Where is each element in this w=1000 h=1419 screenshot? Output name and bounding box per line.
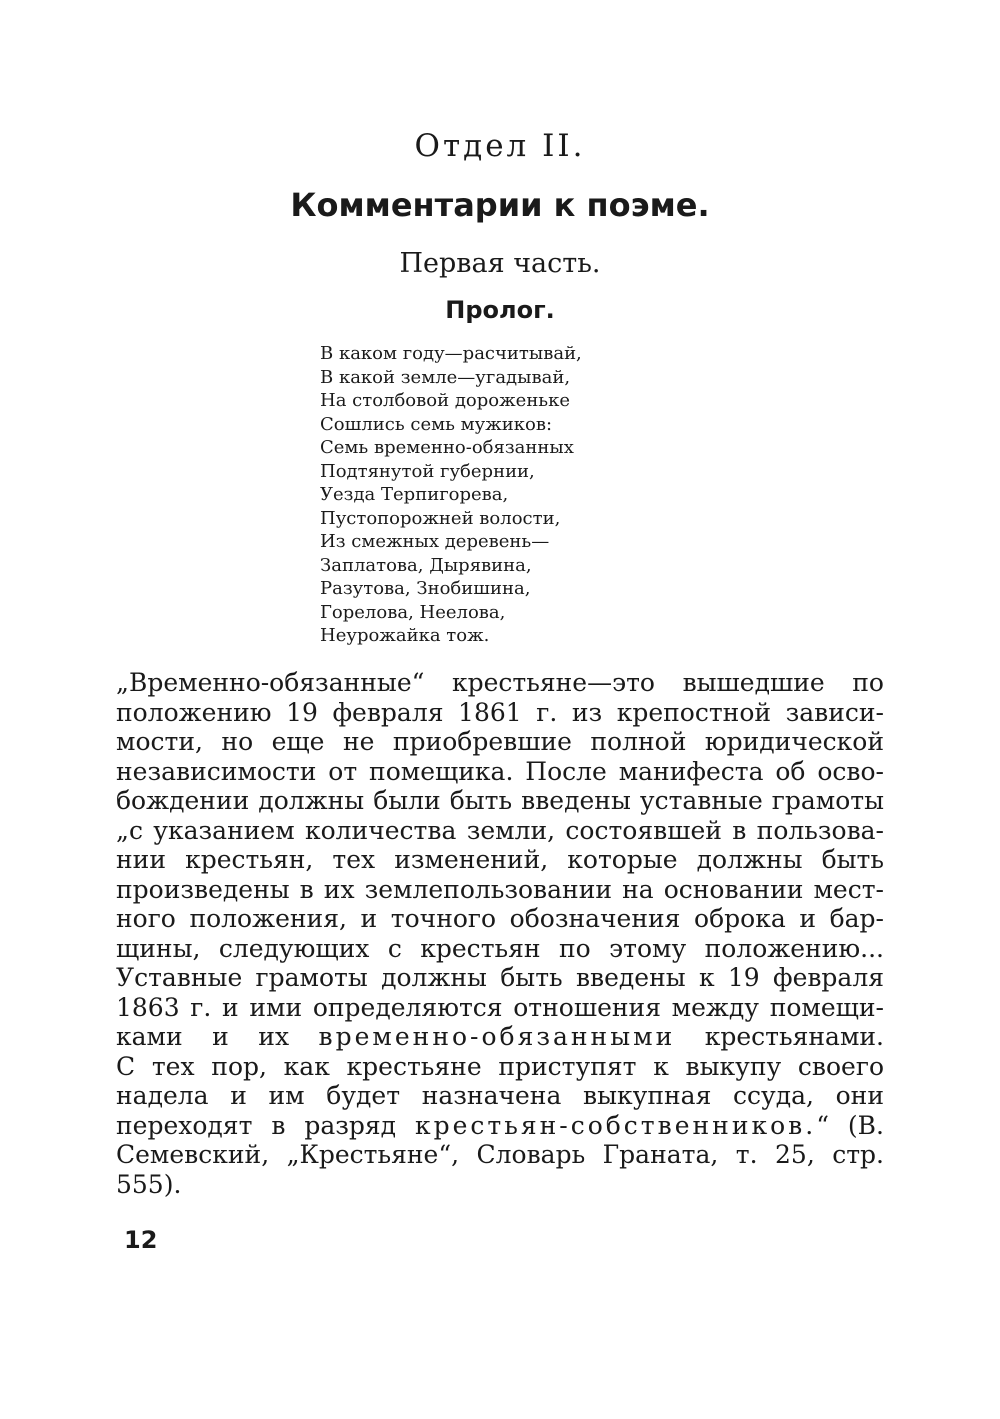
poem-line: Семь временно-обязанных [320, 437, 574, 458]
commentary-fragment: “ (В. [816, 1110, 884, 1140]
page-title: Комментарии к поэме. [290, 186, 710, 224]
commentary-line: надела и им будет назначена выкупная ссуда, они [116, 1081, 884, 1110]
subtitle-heading: Пролог. [445, 296, 555, 324]
poem-line: В каком году—расчитывай, [320, 343, 582, 364]
part-heading: Первая часть. [399, 248, 601, 279]
commentary-line: мости, но еще не приобревшие полной юридической [116, 727, 884, 756]
commentary-line: бождении должны были быть введены уставные грамоты [116, 786, 884, 815]
spaced-term: крестьян-собственников. [414, 1110, 817, 1140]
commentary-line: „Временно-обязанные“ крестьяне—это вышедшие по [116, 668, 884, 697]
commentary-line: 555). [116, 1169, 182, 1199]
spaced-term: временно-обязанными [318, 1022, 676, 1051]
commentary-line: независимости от помещика. После манифеста об осво- [116, 756, 884, 786]
commentary-line: С тех пор, как крестьяне приступят к выкупу своего [116, 1051, 884, 1081]
poem-line: Из смежных деревень— [320, 531, 550, 552]
poem-line: В какой земле—угадывай, [320, 366, 571, 388]
poem-line: Уезда Терпигорева, [320, 484, 509, 505]
poem-line: Пустопорожней волости, [320, 507, 561, 529]
commentary-line: щины, следующих с крестьян по этому положению... [116, 933, 884, 963]
poem-line: Заплатова, Дырявина, [320, 554, 532, 576]
commentary-line: Уставные грамоты должны быть введены к 19 февраля [116, 963, 884, 992]
commentary-fragment: ками и их [116, 1022, 290, 1051]
poem-line: Подтянутой губернии, [320, 460, 535, 482]
commentary-fragment: крестьянами. [704, 1022, 884, 1051]
commentary-line: ного положения, и точного обозначения оброка и бар- [116, 904, 884, 933]
poem-line: Горелова, Неелова, [320, 601, 506, 623]
poem-line: Сошлись семь мужиков: [320, 413, 553, 435]
commentary-line: произведены в их землепользовании на основании мест- [116, 874, 884, 904]
commentary-line: „с указанием количества земли, состоявшей в пользова- [116, 815, 884, 845]
commentary-line: 1863 г. и ими определяются отношения между помещи- [116, 992, 884, 1022]
poem-excerpt [320, 342, 582, 648]
page-number: 12 [124, 1226, 158, 1254]
commentary-line: нии крестьян, тех изменений, которые должны быть [116, 845, 884, 874]
commentary-line: Семевский, „Крестьяне“, Словарь Граната, т. 25, стр. [116, 1140, 884, 1169]
commentary-line [116, 1111, 884, 1141]
commentary-paragraph [116, 668, 884, 1199]
commentary-line: положению 19 февраля 1861 г. из крепостной зависи- [116, 697, 884, 727]
poem-line: Разутова, Знобишина, [320, 578, 531, 599]
commentary-fragment: переходят в разряд [116, 1110, 397, 1140]
commentary-line [116, 1022, 884, 1052]
poem-line: На столбовой дороженьке [320, 390, 571, 411]
poem-line: Неурожайка тож. [320, 625, 490, 646]
section-label: Отдел II. [414, 128, 586, 164]
